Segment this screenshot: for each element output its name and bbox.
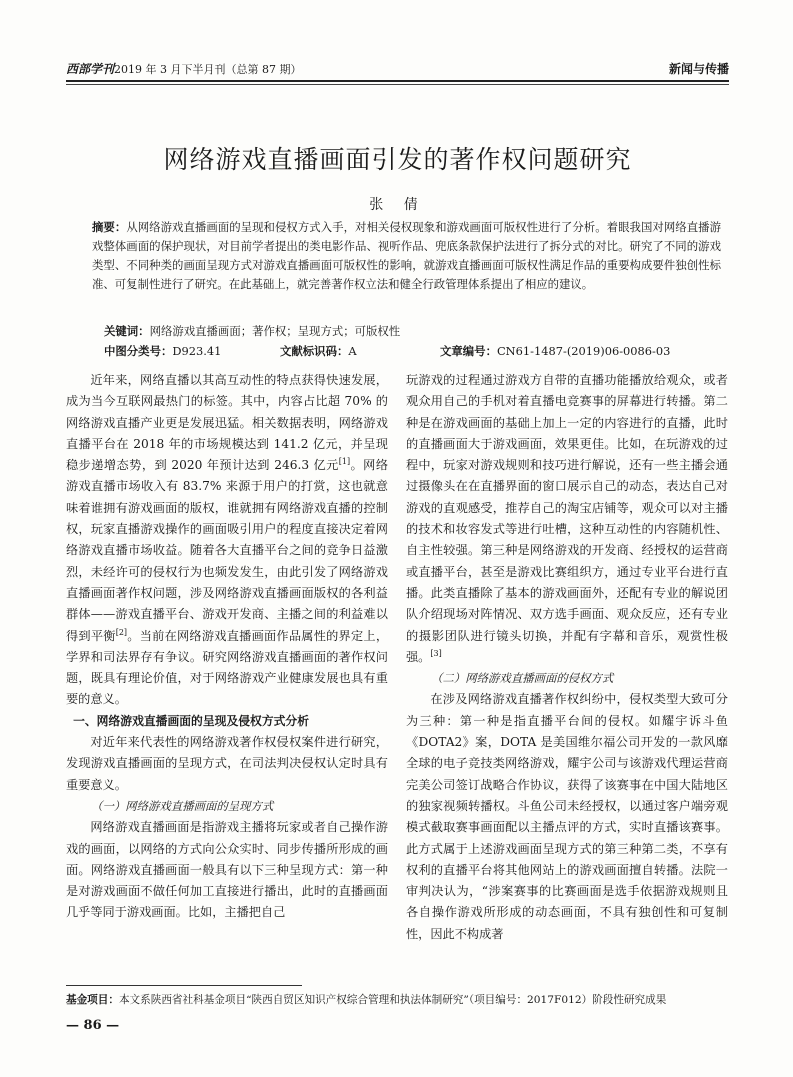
doc-code: 文献标识码：A [280, 344, 357, 358]
citation-1: [1] [338, 457, 351, 467]
clc-number: 中图分类号：D923.41 [104, 344, 222, 358]
citation-3: [3] [430, 648, 442, 658]
left-column [66, 370, 388, 924]
subsection-heading-2: （二）网络游戏直播画面的侵权方式 [431, 671, 614, 686]
paragraph-2: 对近年来代表性的网络游戏著作权侵权案件进行研究，发现游戏直播画面的呈现方式，在司法判决侵权认定时具有重要意义。 [66, 735, 388, 792]
footnote-label: 基金项目： [66, 994, 119, 1006]
issue-text: 2019 年 3 月下半月刊（总第 87 期） [114, 63, 302, 76]
journal-logo: 西部学刊 [66, 62, 115, 76]
funding-footnote [66, 992, 729, 1008]
keywords-text: 网络游戏直播画面；著作权；呈现方式；可版权性 [149, 324, 401, 338]
footnote-text: 本文系陕西省社科基金项目“陕西自贸区知识产权综合管理和执法体制研究”（项目编号：2017F012）阶段性研究成果 [118, 994, 667, 1006]
header-rule [66, 80, 729, 82]
citation-2: [2] [115, 627, 128, 637]
article-number: 文章编号：CN61-1487-(2019)06-0086-03 [440, 344, 671, 358]
article-title: 网络游戏直播画面引发的著作权问题研究 [163, 145, 632, 174]
subsection-heading-1: （一）网络游戏直播画面的呈现方式 [91, 798, 274, 813]
paragraph-3: 网络游戏直播画面是指游戏主播将玩家或者自己操作游戏的画面，以网络的方式向公众实时、同步传播所形成的画面。网络游戏直播画面一般具有以下三种呈现方式：第一种是对游戏画面不做任何加工直接进行播出，此时的直播画面几乎等同于游戏画面。比如，主播把自己 [66, 820, 388, 920]
paragraph-3-continued: 玩游戏的过程通过游戏方自带的直播功能播放给观众，或者观众用自己的手机对着直播电竞赛事的屏幕进行转播。第二种是在游戏画面的基础上加上一定的内容进行的直播，此时的直播画面大于游戏画面，效果更佳。比如，在玩游戏的过程中，玩家对游戏规则和技巧进行解说，还有一些主播会通过摄像头在在直播界面的窗口展示自己的动态，表达自己对游戏的直观感受，推荐自己的淘宝店铺等，观众可以对主播的技术和妆容发式等进行吐槽，这种互动性的内容随机性、自主性较强。第三种是网络游戏的开发商、经授权的运营商或直播平台，甚至是游戏比赛组织方，通过专业平台进行直播。此类直播除了基本的游戏画面外，还配有专业的解说团队介绍现场对阵情况、双方选手画面、观众反应，还有专业的摄影团队进行镜头切换，并配有字幕和音乐，观赏性极强。[3] [406, 373, 728, 664]
abstract-text: 从网络游戏直播画面的呈现和侵权方式入手，对相关侵权现象和游戏画面可版权性进行了分析。着眼我国对网络直播游戏整体画面的保护现状，对目前学者提出的类电影作品、视听作品、兜底条款保护法进行了拆分式的对比。研究了不同的游戏类型、不同种类的画面呈现方式对游戏直播画面可版权性的影响，就游戏直播画面可版权性满足作品的重要构成要件独创性标准、可复制性进行了研究。在此基础上，就完善著作权立法和健全行政管理体系提出了相应的建议。 [92, 220, 721, 291]
section-name: 新闻与传播 [668, 62, 729, 76]
keywords-label: 关键词： [104, 324, 150, 338]
header-rule-thin [66, 84, 729, 85]
running-header [66, 58, 729, 80]
section-heading-1: 一、网络游戏直播画面的呈现及侵权方式分析 [73, 713, 310, 728]
paragraph-4: 在涉及网络游戏直播著作权纠纷中，侵权类型大致可分为三种：第一种是指直播平台间的侵权。如耀宇诉斗鱼《DOTA2》案，DOTA 是美国维尔福公司开发的一款风靡全球的电子竞技类网络游戏，耀宇公司与该游戏代理运营商完美公司签订战略合作协议，获得了该赛事在中国大陆地区的独家视频转播权。斗鱼公司未经授权，以通过客户端旁观模式截取赛事画面配以主播点评的方式，实时直播该赛事。此方式属于上述游戏画面呈现方式的第三种第二类，不享有权利的直播平台将其他网站上的游戏画面擅自转播。法院一审判决认为，“涉案赛事的比赛画面是选手依据游戏规则且各自操作游戏所形成的动态画面，不具有独创性和可复制性，因此不构成著 [406, 692, 728, 941]
author-name: 张 倩 [369, 197, 426, 213]
keywords [104, 322, 721, 341]
intro-paragraph: 近年来，网络直播以其高互动性的特点获得快速发展，成为当今互联网最热门的标签。其中，内容占比超 70% 的网络游戏直播产业更是发展迅猛。相关数据表明，网络游戏直播平台在 2018 年的市场规模达到 141.2 亿元，并呈现稳步递增态势，到 2020 年预计达到 246.3 亿元[1]。网络游戏直播市场收入有 83.7% 来源于用户的打赏，这也就意味着谁拥有游戏画面的版权，谁就拥有网络游戏直播的控制权，玩家直播游戏操作的画面吸引用户的程度直接决定着网络游戏直播市场收益。随着各大直播平台之间的竞争日益激烈，未经许可的侵权行为也频发发生，由此引发了网络游戏直播画面著作权问题，涉及网络游戏直播画面版权的各利益群体——游戏直播平台、游戏开发商、主播之间的利益难以得到平衡[2]。当前在网络游戏直播画面作品属性的界定上，学界和司法界存有争议。研究网络游戏直播画面的著作权问题，既具有理论价值，对于网络游戏产业健康发展也具有重要的意义。 [66, 373, 389, 707]
page-number: — 86 — [66, 1018, 120, 1033]
abstract [92, 218, 721, 294]
footnote-rule [66, 985, 302, 986]
right-column [406, 370, 728, 945]
abstract-label: 摘要： [92, 220, 127, 234]
journal-issue [66, 60, 302, 77]
